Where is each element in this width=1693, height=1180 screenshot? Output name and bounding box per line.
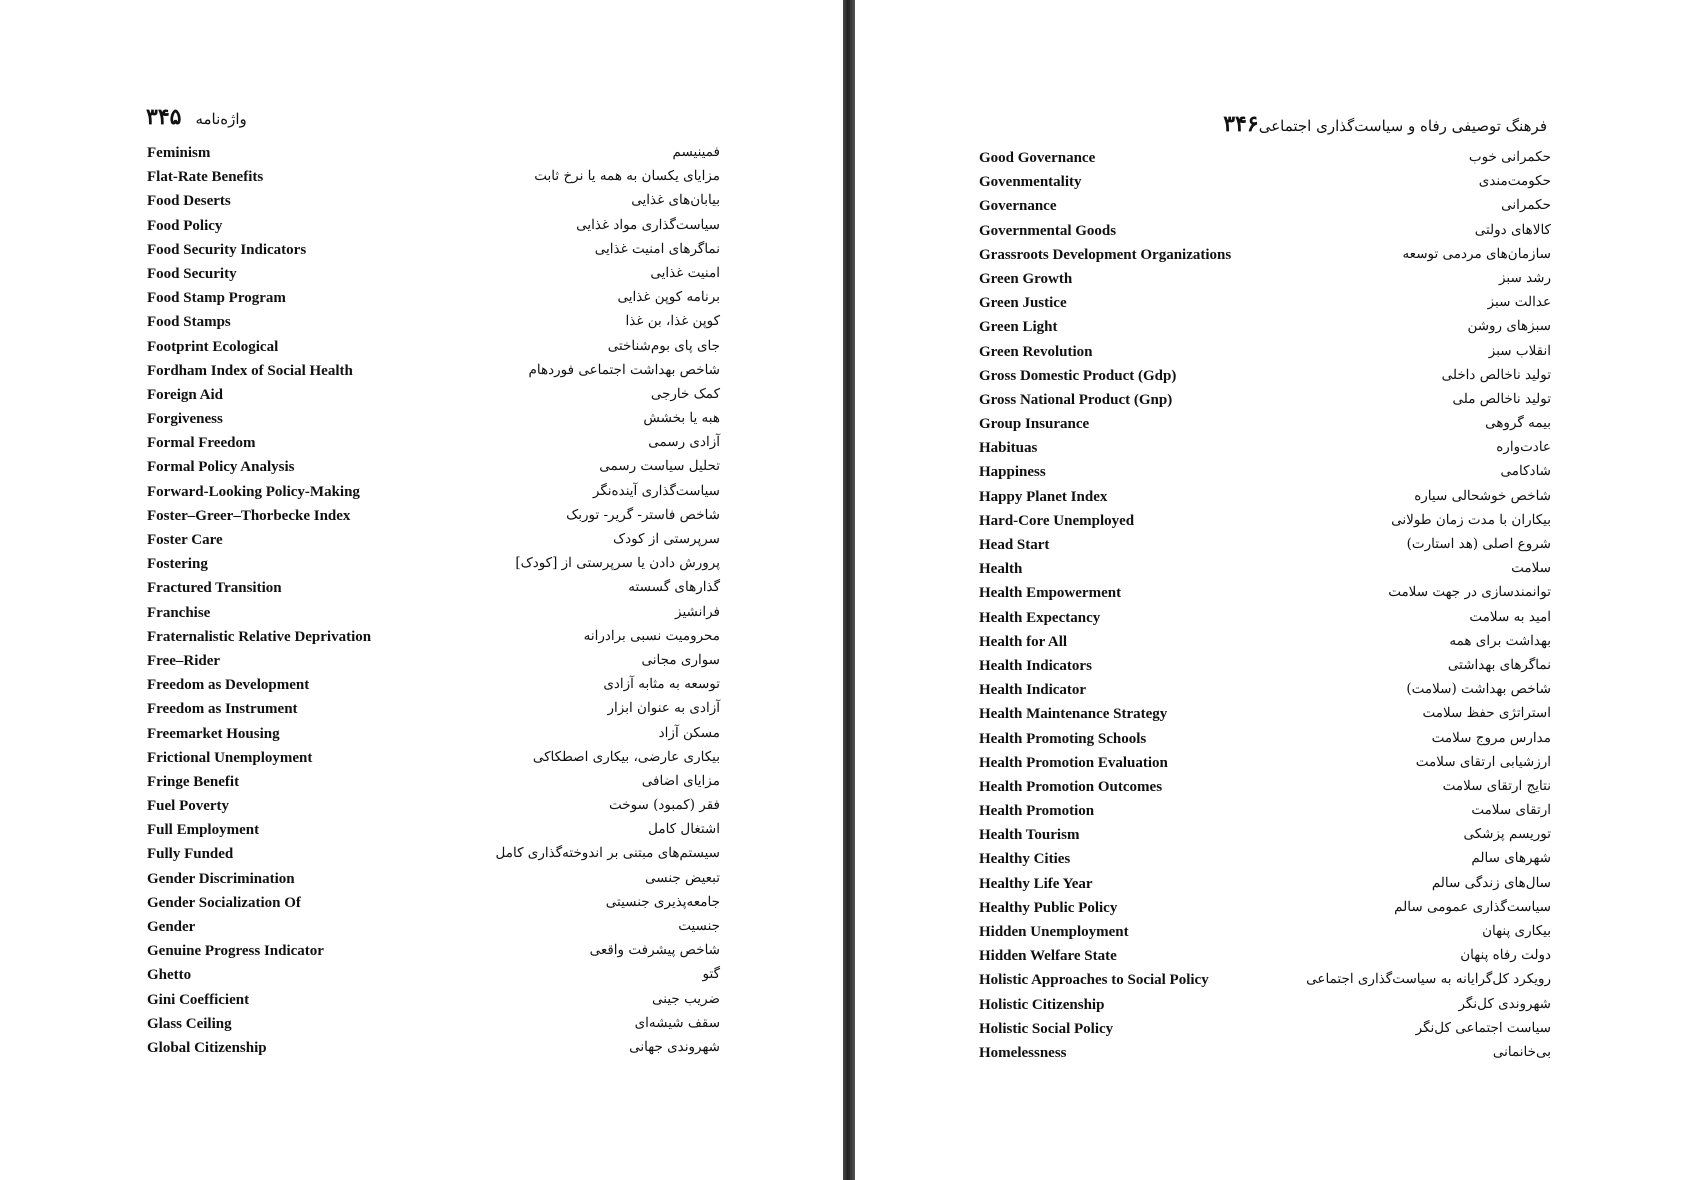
persian-term: استراتژی حفظ سلامت [1422,705,1551,722]
persian-term: دولت رفاه پنهان [1460,947,1551,964]
english-term: Habituas [979,440,1038,457]
persian-term: بیکاری پنهان [1482,923,1551,939]
english-term: Healthy Life Year [979,875,1093,892]
english-term: Happy Planet Index [979,488,1108,505]
persian-term: آزادی رسمی [648,434,720,451]
glossary-entry [979,706,1551,730]
glossary-entry [147,145,720,169]
english-term: Holistic Citizenship [979,996,1105,1013]
glossary-entry [147,314,720,338]
persian-term: شاخص پیشرفت واقعی [589,942,720,959]
english-term: Health Promotion Evaluation [979,754,1168,771]
english-term: Food Security [147,265,237,282]
persian-term: انقلاب سبز [1488,342,1551,359]
glossary-entry [979,803,1551,827]
english-term: Health Indicator [979,682,1087,699]
glossary-entry [147,339,720,363]
glossary-entry [979,489,1551,513]
english-term: Forward-Looking Policy-Making [147,483,360,500]
persian-term: سبزهای روشن [1467,318,1551,335]
english-term: Food Stamps [147,314,231,331]
english-term: Gini Coefficient [147,991,250,1008]
english-term: Hard-Core Unemployed [979,512,1135,529]
persian-term: بیکاران با مدت زمان طولانی [1391,511,1551,528]
glossary-entry [979,319,1551,343]
persian-term: تولید ناخالص داخلی [1441,366,1551,383]
english-term: Health for All [979,633,1068,650]
persian-term: سلامت [1511,560,1551,577]
glossary-entry [147,290,720,314]
persian-term: فقر (کمبود) سوخت [608,797,720,814]
left-running-title: واژه‌نامه [195,110,247,128]
persian-term: سیاست‌گذاری عمومی سالم [1394,898,1551,915]
glossary-entry [979,368,1551,392]
persian-term: شاخص خوشحالی سیاره [1414,487,1551,504]
glossary-entry [979,416,1551,440]
english-term: Govenmentality [979,174,1082,191]
persian-term: امید به سلامت [1469,608,1551,625]
english-term: Freedom as Development [147,677,310,694]
left-glossary-list [147,145,720,1064]
glossary-entry [147,943,720,967]
glossary-entry [979,610,1551,634]
left-page-header [146,104,247,130]
persian-term: کوپن غذا، بن غذا [625,313,720,330]
glossary-entry [147,750,720,774]
persian-term: اشتغال کامل [648,821,720,838]
glossary-entry [147,992,720,1016]
glossary-entry [147,411,720,435]
glossary-entry [147,701,720,725]
persian-term: حکومت‌مندی [1478,173,1551,190]
persian-term: سیستم‌های مبتنی بر اندوخته‌گذاری کامل [495,845,720,862]
persian-term: پرورش دادن یا سرپرستی از [کودک] [515,555,720,572]
persian-term: حکمرانی خوب [1468,149,1551,165]
glossary-entry [147,605,720,629]
persian-term: رویکرد کل‌گرایانه به سیاست‌گذاری اجتماعی [1306,971,1551,988]
english-term: Governmental Goods [979,222,1117,239]
english-term: Good Governance [979,150,1096,166]
persian-term: شهروندی کل‌نگر [1458,995,1551,1012]
glossary-entry [979,464,1551,488]
english-term: Health Tourism [979,827,1080,844]
glossary-entry [979,295,1551,319]
persian-term: هبه یا بخشش [643,410,720,427]
glossary-entry [147,169,720,193]
english-term: Health Promoting Schools [979,730,1147,747]
persian-term: محرومیت نسبی برادرانه [583,627,720,644]
english-term: Ghetto [147,967,192,984]
persian-term: مدارس مروج سلامت [1431,729,1551,746]
persian-term: نماگرهای بهداشتی [1447,656,1551,673]
glossary-entry [147,508,720,532]
glossary-entry [979,924,1551,948]
glossary-entry [979,537,1551,561]
persian-term: شاخص فاستر- گریر- توربک [566,506,720,523]
english-term: Formal Policy Analysis [147,459,295,476]
persian-term: جنسیت [678,918,720,934]
persian-term: سقف شیشه‌ای [634,1014,720,1031]
persian-term: بیکاری عارضی، بیکاری اصطکاکی [532,748,720,765]
english-term: Green Revolution [979,343,1093,360]
english-term: Freedom as Instrument [147,701,298,718]
right-page-header [1211,111,1547,137]
persian-term: جای پای بوم‌شناختی [607,337,720,354]
glossary-entry [147,822,720,846]
english-term: Gender Socialization Of [147,894,301,911]
right-running-title: فرهنگ توصیفی رفاه و سیاست‌گذاری اجتماعی [1258,117,1547,135]
persian-term: سیاست‌گذاری آینده‌نگر [592,482,720,499]
persian-term: شهرهای سالم [1471,850,1551,867]
english-term: Glass Ceiling [147,1015,232,1032]
english-term: Health [979,561,1023,578]
english-term: Happiness [979,464,1046,481]
persian-term: توانمندسازی در جهت سلامت [1388,584,1551,601]
glossary-entry [979,1021,1551,1045]
english-term: Gross Domestic Product (Gdp) [979,367,1177,384]
glossary-entry [979,634,1551,658]
glossary-entry [147,556,720,580]
english-term: Fully Funded [147,846,234,863]
persian-term: سرپرستی از کودک [613,531,720,547]
glossary-entry [979,561,1551,585]
glossary-entry [979,827,1551,851]
english-term: Green Growth [979,270,1073,287]
english-term: Health Indicators [979,657,1092,674]
persian-term: سازمان‌های مردمی توسعه [1402,245,1551,262]
english-term: Fraternalistic Relative Deprivation [147,628,372,645]
english-term: Health Empowerment [979,585,1122,602]
glossary-entry [147,580,720,604]
glossary-entry [147,967,720,991]
persian-term: نماگرهای امنیت غذایی [594,240,720,257]
english-term: Foreign Aid [147,386,223,403]
english-term: Food Security Indicators [147,241,307,258]
persian-term: کمک خارجی [650,385,720,402]
english-term: Hidden Unemployment [979,924,1129,940]
persian-term: جامعه‌پذیری جنسیتی [605,893,720,910]
persian-term: سیاست اجتماعی کل‌نگر [1415,1019,1551,1036]
glossary-entry [979,198,1551,222]
glossary-entry [147,218,720,242]
english-term: Food Stamp Program [147,290,286,307]
english-term: Formal Freedom [147,435,256,452]
english-term: Governance [979,198,1057,215]
persian-term: سیاست‌گذاری مواد غذایی [576,216,720,233]
english-term: Fringe Benefit [147,773,240,790]
english-term: Homelessness [979,1044,1067,1061]
persian-term: سواری مجانی [641,651,720,668]
english-term: Gender [147,919,196,935]
glossary-entry [979,755,1551,779]
persian-term: حکمرانی [1501,197,1551,214]
glossary-entry [147,459,720,483]
persian-term: رشد سبز [1498,269,1551,286]
persian-term: بیمه گروهی [1485,415,1551,432]
english-term: Green Light [979,319,1058,336]
glossary-entry [979,440,1551,464]
english-term: Head Start [979,537,1050,553]
persian-term: بی‌خانمانی [1492,1043,1551,1060]
english-term: Foster–Greer–Thorbecke Index [147,507,351,524]
glossary-entry [147,193,720,217]
left-page-number: ۳۴۵ [146,104,182,130]
english-term: Holistic Approaches to Social Policy [979,972,1209,989]
english-term: Healthy Cities [979,851,1071,868]
persian-term: برنامه کوپن غذایی [617,289,720,306]
english-term: Food Policy [147,217,223,234]
english-term: Full Employment [147,822,260,839]
glossary-entry [979,392,1551,416]
english-term: Gender Discrimination [147,870,295,887]
persian-term: شروع اصلی (هد استارت) [1406,536,1551,552]
persian-term: ارتقای سلامت [1471,802,1551,819]
glossary-entry [147,653,720,677]
persian-term: کالاهای دولتی [1474,221,1551,238]
english-term: Global Citizenship [147,1039,267,1056]
english-term: Foster Care [147,532,223,548]
english-term: Group Insurance [979,416,1090,433]
book-spine-divider [843,0,855,1180]
persian-term: عادت‌واره [1496,439,1551,456]
glossary-entry [147,677,720,701]
glossary-entry [979,344,1551,368]
glossary-entry [979,731,1551,755]
english-term: Health Expectancy [979,609,1101,626]
english-term: Fordham Index of Social Health [147,362,353,379]
glossary-entry [979,972,1551,996]
persian-term: سال‌های زندگی سالم [1431,874,1551,891]
english-term: Free–Rider [147,652,221,669]
right-page-number: ۳۴۶ [1223,111,1259,137]
glossary-entry [979,585,1551,609]
persian-term: بهداشت برای همه [1449,632,1551,649]
right-page [855,0,1693,1180]
glossary-entry [147,919,720,943]
english-term: Healthy Public Policy [979,899,1118,916]
glossary-entry [979,513,1551,537]
english-term: Hidden Welfare State [979,948,1117,965]
glossary-entry [147,435,720,459]
persian-term: تحلیل سیاست رسمی [599,458,720,475]
english-term: Health Promotion Outcomes [979,778,1163,795]
glossary-entry [147,484,720,508]
persian-term: مزایای یکسان به همه یا نرخ ثابت [534,168,720,185]
persian-term: گذارهای گسسته [628,579,720,596]
persian-term: شادکامی [1500,463,1551,480]
glossary-entry [147,1016,720,1040]
english-term: Health Maintenance Strategy [979,706,1168,723]
glossary-entry [979,997,1551,1021]
glossary-entry [147,1040,720,1064]
english-term: Freemarket Housing [147,725,280,742]
english-term: Flat-Rate Benefits [147,169,264,186]
persian-term: امنیت غذایی [650,264,720,281]
english-term: Fostering [147,556,208,573]
persian-term: گتو [702,966,720,983]
glossary-entry [979,271,1551,295]
glossary-entry [979,682,1551,706]
persian-term: شاخص بهداشت اجتماعی فوردهام [528,361,720,378]
persian-term: بیابان‌های غذایی [631,192,720,209]
glossary-entry [147,363,720,387]
english-term: Genuine Progress Indicator [147,943,324,960]
english-term: Forgiveness [147,411,223,428]
glossary-entry [979,779,1551,803]
glossary-entry [147,387,720,411]
glossary-entry [147,266,720,290]
english-term: Franchise [147,604,211,621]
english-term: Health Promotion [979,803,1095,820]
english-term: Frictional Unemployment [147,749,313,766]
glossary-entry [979,247,1551,271]
persian-term: ارزشیابی ارتقای سلامت [1415,753,1551,770]
glossary-entry [979,223,1551,247]
left-page [0,0,843,1180]
english-term: Holistic Social Policy [979,1020,1114,1037]
glossary-entry [147,846,720,870]
glossary-entry [979,900,1551,924]
glossary-entry [147,629,720,653]
persian-term: مزایای اضافی [641,772,720,789]
english-term: Gross National Product (Gnp) [979,391,1173,408]
persian-term: فرانشیز [675,603,720,620]
right-glossary-list [979,150,1551,1069]
persian-term: توریسم پزشکی [1463,826,1551,843]
persian-term: ضریب جینی [652,990,720,1007]
persian-term: توسعه به مثابه آزادی [603,676,720,693]
glossary-entry [979,948,1551,972]
glossary-entry [979,1045,1551,1069]
glossary-entry [979,851,1551,875]
glossary-entry [979,174,1551,198]
glossary-entry [147,774,720,798]
english-term: Grassroots Development Organizations [979,246,1232,263]
glossary-entry [147,242,720,266]
english-term: Food Deserts [147,193,231,210]
persian-term: شهروندی جهانی [629,1038,720,1055]
glossary-entry [147,798,720,822]
glossary-entry [147,895,720,919]
persian-term: آزادی به عنوان ابزار [607,700,720,717]
persian-term: تولید ناخالص ملی [1452,390,1551,407]
persian-term: فمینیسم [672,144,720,160]
english-term: Green Justice [979,295,1067,312]
persian-term: تبعیض جنسی [645,869,720,886]
persian-term: مسکن آزاد [658,724,720,741]
glossary-entry [147,532,720,556]
glossary-entry [979,658,1551,682]
english-term: Footprint Ecological [147,338,279,355]
persian-term: نتایج ارتقای سلامت [1442,777,1551,794]
glossary-entry [147,726,720,750]
persian-term: شاخص بهداشت (سلامت) [1406,681,1551,698]
glossary-entry [979,876,1551,900]
glossary-entry [979,150,1551,174]
persian-term: عدالت سبز [1487,294,1551,311]
english-term: Fractured Transition [147,580,282,597]
glossary-entry [147,871,720,895]
english-term: Feminism [147,145,211,161]
english-term: Fuel Poverty [147,798,230,815]
